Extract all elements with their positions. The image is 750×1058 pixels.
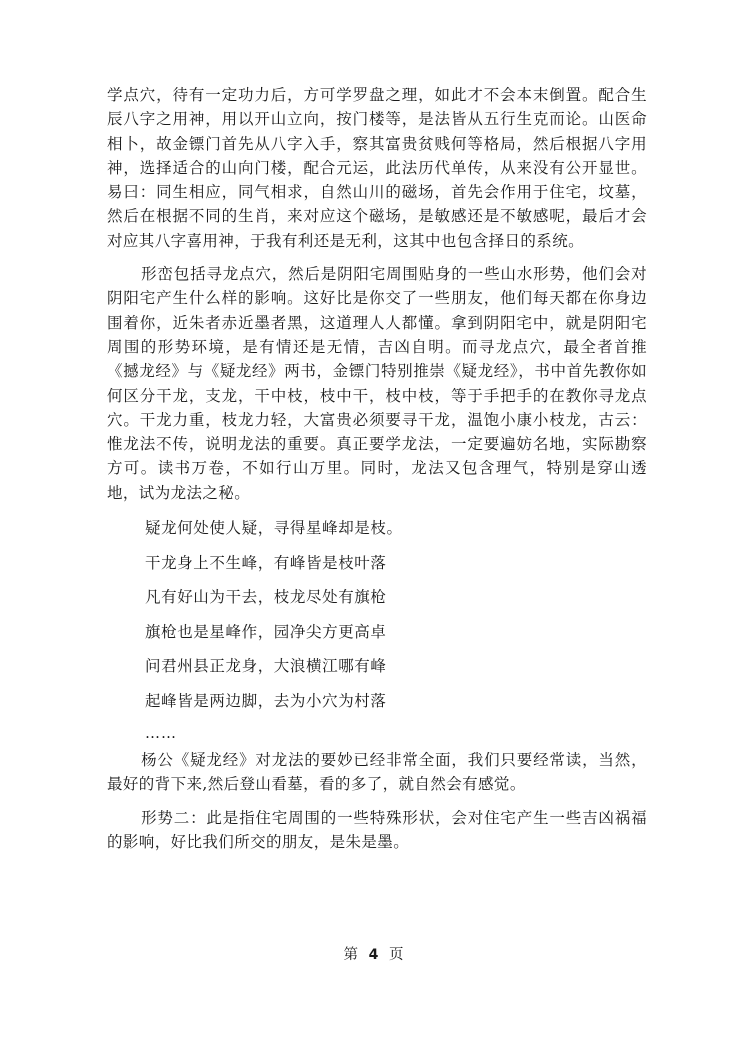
poem-line-4: 旗枪也是星峰作，园净尖方更高卓 bbox=[145, 622, 387, 641]
poem-line-3: 凡有好山为干去，枝龙尽处有旗枪 bbox=[145, 588, 387, 607]
poem-line-6: 起峰皆是两边脚，去为小穴为村落 bbox=[145, 691, 387, 710]
paragraph-2: 形峦包括寻龙点穴，然后是阴阳宅周围贴身的一些山水形势，他们会对阴阳宅产生什么样的影响。这好比是你交了一些朋友，他们每天都在你身边围着你，近朱者赤近墨者黑，这道理人人都懂。拿到阴阳宅中，就是阴阳宅周围的形势环境，是有情还是无情，吉凶自明。而寻龙点穴，最全者首推《撼龙经》与《疑龙经》两书，金镖门特别推崇《疑龙经》，书中首先教你如何区分干龙，支龙，干中枝，枝中干，枝中枝，等于手把手的在教你寻龙点穴。干龙力重，枝龙力轻，大富贵必须要寻干龙，温饱小康小枝龙，古云：惟龙法不传，说明龙法的重要。真正要学龙法，一定要遍妨名地，实际勘察方可。读书万卷，不如行山万里。同时，龙法又包含理气，特别是穿山透地，试为龙法之秘。 bbox=[107, 265, 647, 502]
poem-ellipsis: …… bbox=[145, 724, 177, 743]
page-number-suffix: 页 bbox=[388, 947, 407, 963]
poem-line-2: 干龙身上不生峰，有峰皆是枝叶落 bbox=[145, 553, 387, 572]
poem-block bbox=[107, 515, 647, 748]
poem-line-5: 问君州县正龙身，大浪横江哪有峰 bbox=[145, 657, 387, 676]
poem-line-1: 疑龙何处使人疑，寻得星峰却是枝。 bbox=[145, 519, 403, 538]
paragraph-4: 形势二：此是指住宅周围的一些特殊形状，会对住宅产生一些吉凶祸福的影响，好比我们所交的朋友，是朱是墨。 bbox=[107, 808, 647, 851]
document-body bbox=[107, 83, 647, 854]
page-number-footer bbox=[0, 943, 750, 964]
paragraph-1: 学点穴，待有一定功力后，方可学罗盘之理，如此才不会本末倒置。配合生辰八字之用神，用以开山立向，按门楼等，是法皆从五行生克而论。山医命相卜，故金镖门首先从八字入手，察其富贵贫贱何等格局，然后根据八字用神，选择适合的山向门楼，配合元运，此法历代单传，从来没有公开显世。易曰：同生相应，同气相求，自然山川的磁场，首先会作用于住宅，坟墓，然后在根据不同的生肖，来对应这个磁场，是敏感还是不敏感呢，最后才会对应其八字喜用神，于我有利还是无利，这其中也包含择日的系统。 bbox=[107, 86, 647, 250]
page-number: 4 bbox=[368, 947, 382, 963]
paragraph-3: 杨公《疑龙经》对龙法的要妙已经非常全面，我们只要经常读，当然，最好的背下来,然后登山看墓，看的多了，就自然会有感觉。 bbox=[107, 751, 647, 794]
page-number-prefix: 第 bbox=[343, 947, 362, 963]
